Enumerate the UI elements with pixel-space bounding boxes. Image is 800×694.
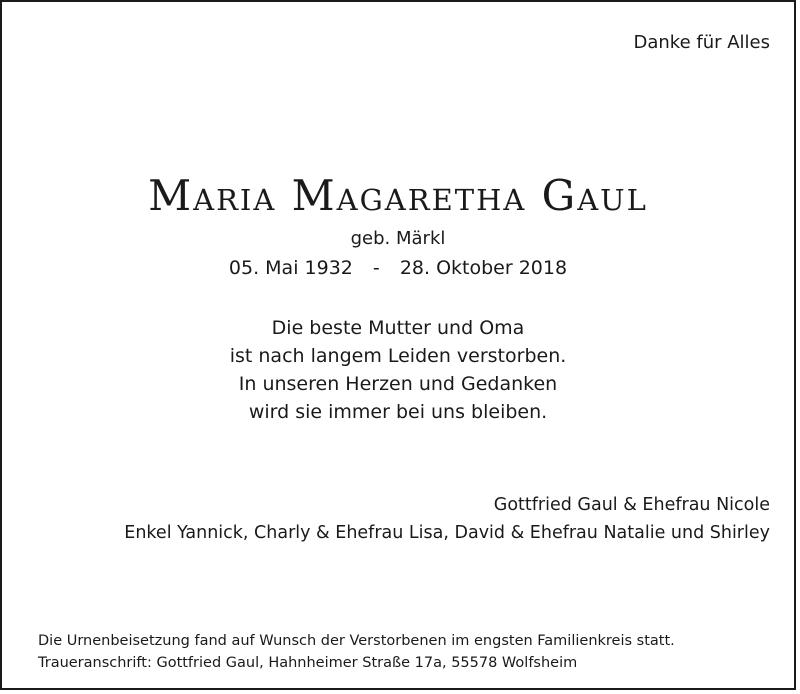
verse-line: In unseren Herzen und Gedanken: [238, 373, 558, 395]
mourner-line: Gottfried Gaul & Ehefrau Nicole: [493, 495, 770, 515]
verse-line: wird sie immer bei uns bleiben.: [248, 401, 548, 423]
mourner-line: Enkel Yannick, Charly & Ehefrau Lisa, David & Ehefrau Natalie und Shirley: [124, 523, 770, 543]
verse-line: Die beste Mutter und Oma: [271, 317, 525, 339]
birth-date: 05. Mai 1932: [228, 257, 353, 279]
mourning-address: Traueranschrift: Gottfried Gaul, Hahnheimer Straße 17a, 55578 Wolfsheim: [38, 655, 578, 671]
mourners-list: [124, 491, 770, 547]
deceased-name: Maria Magaretha Gaul: [148, 171, 648, 220]
date-separator: -: [372, 257, 380, 279]
memorial-verse: [2, 314, 794, 426]
motto-text: Danke für Alles: [633, 32, 770, 53]
maiden-name: geb. Märkl: [350, 228, 446, 249]
verse-line: ist nach langem Leiden verstorben.: [229, 345, 567, 367]
footer-info: [38, 630, 675, 674]
burial-note: Die Urnenbeisetzung fand auf Wunsch der Verstorbenen im engsten Familienkreis statt.: [38, 633, 675, 649]
death-date: 28. Oktober 2018: [399, 257, 568, 279]
life-dates: [2, 257, 794, 279]
